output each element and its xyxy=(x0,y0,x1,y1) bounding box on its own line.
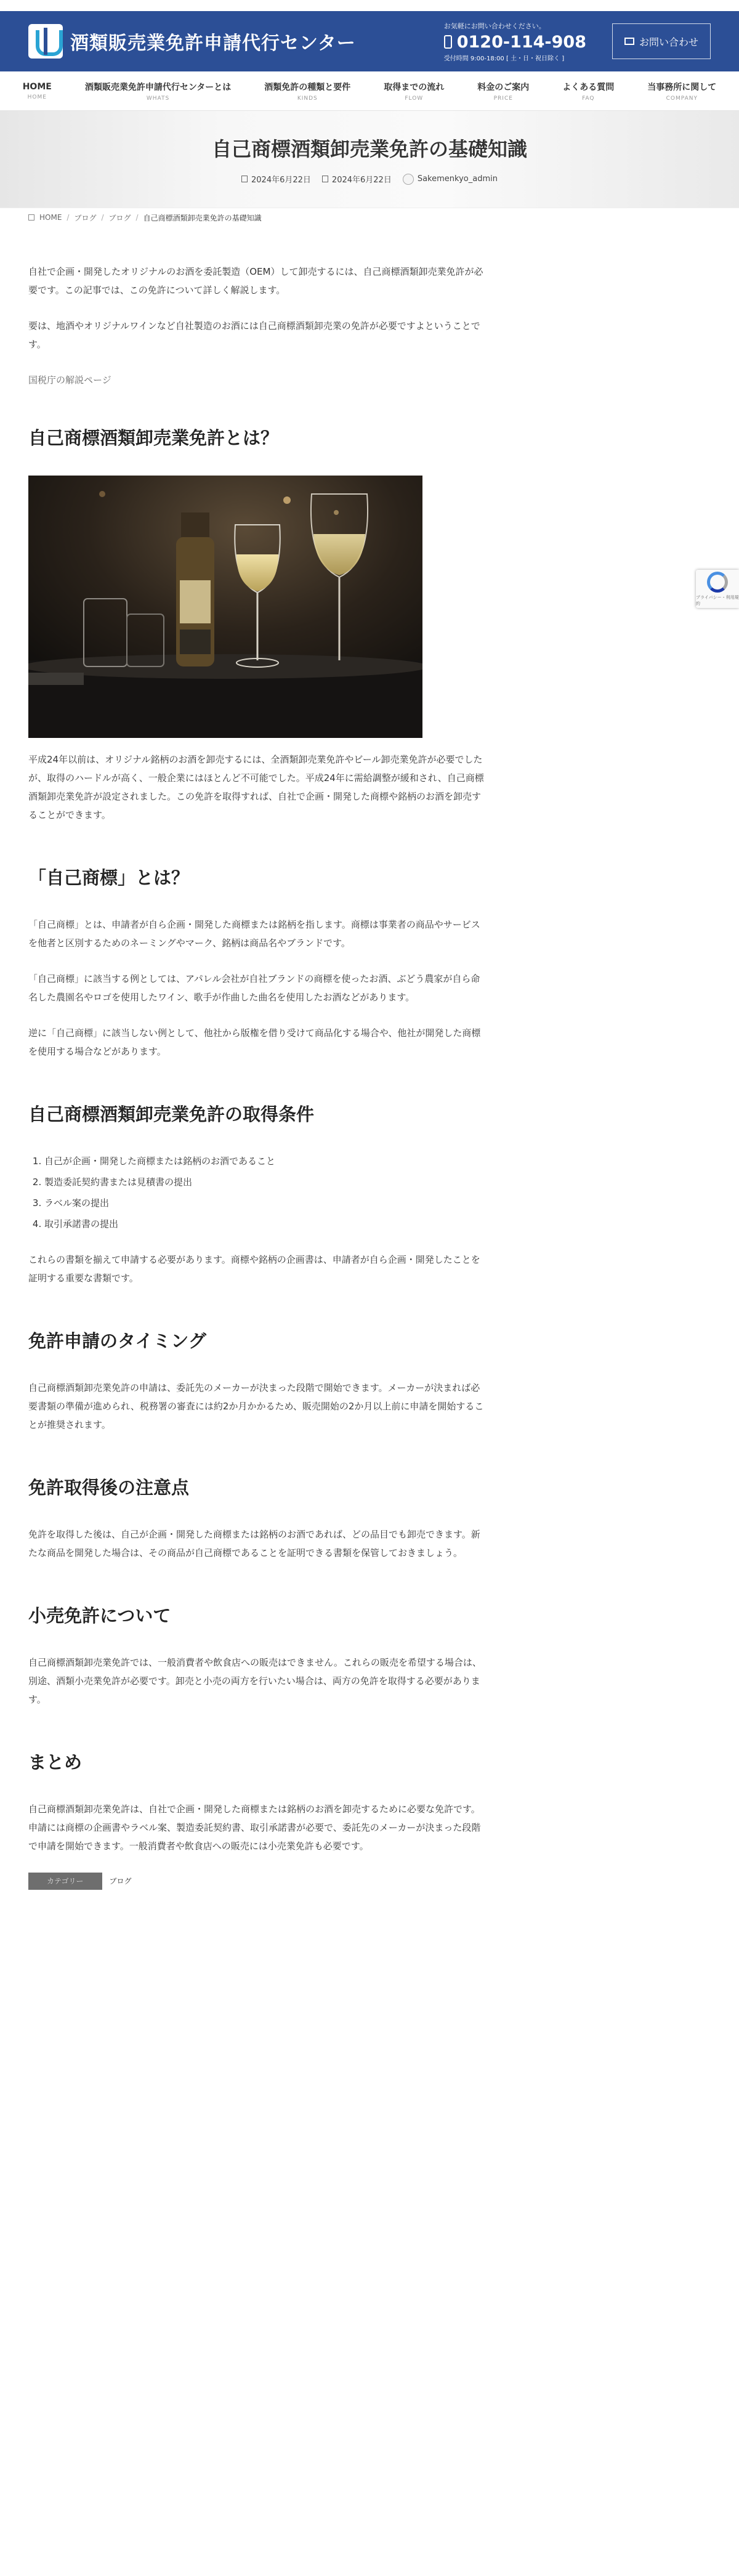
nav-item-company[interactable]: 当事務所に関して COMPANY xyxy=(647,82,717,102)
updated-date: 2024年6月22日 xyxy=(322,173,392,185)
section-paragraph: 自己商標酒類卸売業免許は、自社で企画・開発した商標または銘柄のお酒を卸売するために必要な免許です。申請には商標の企画書やラベル案、製造委託契約書、取引承諾書が必要で、委託先のメーカーが決まった段階で申請を開始できます。一般消費者や飲食店への販売には小売業免許も必要です。 xyxy=(28,1804,481,1852)
mail-icon xyxy=(624,38,634,45)
nav-item-kinds[interactable]: 酒類免許の種類と要件 KINDS xyxy=(264,82,351,102)
contact-note: お気軽にお問い合わせください。 xyxy=(443,22,546,30)
section-paragraph: 「自己商標」とは、申請者が自ら企画・開発した商標または銘柄を指します。商標は事業者の商品やサービスを他者と区別するためのネーミングやマーク、銘柄は商品名やブランドです。 xyxy=(28,919,480,949)
wine-glass-photo xyxy=(28,476,422,738)
intro-paragraph: 自社で企画・開発したオリジナルのお酒を委託製造（OEM）して卸売するには、自己商標酒類卸売業免許が必要です。この記事では、この免許について詳しく解説します。 xyxy=(28,266,483,296)
breadcrumb xyxy=(0,208,739,227)
breadcrumb-blog[interactable]: ブログ xyxy=(74,213,97,222)
phone-number: 0120-114-908 xyxy=(456,32,586,52)
breadcrumb-separator: / xyxy=(101,213,104,222)
nav-item-home[interactable]: HOME HOME xyxy=(22,81,52,100)
published-date: 2024年6月22日 xyxy=(241,173,311,185)
nav-item-whats[interactable]: 酒類販売業免許申請代行センターとは WHATS xyxy=(84,82,232,102)
page-title: 自己商標酒類卸売業免許の基礎知識 xyxy=(211,137,527,161)
breadcrumb-separator: / xyxy=(67,213,70,222)
section-heading: 自己商標酒類卸売業免許とは？ xyxy=(28,427,279,448)
home-icon xyxy=(28,214,34,221)
list-item: 3. ラベル案の提出 xyxy=(44,1194,484,1212)
breadcrumb-home[interactable]: HOME xyxy=(39,213,62,222)
refresh-calendar-icon xyxy=(322,176,328,182)
global-nav xyxy=(0,71,739,111)
article-body xyxy=(28,227,484,1890)
business-hours: 受付時間 9:00-18:00 [ 土・日・祝日除く ] xyxy=(443,55,565,62)
post-meta xyxy=(241,173,498,185)
section-paragraph: 免許を取得した後は、自己が企画・開発した商標または銘柄のお酒であれば、どの品目でも卸売できます。新たな商品を開発した場合は、その商品が自己商標であることを証明できる書類を保管しておきましょう。 xyxy=(28,1529,480,1558)
list-item: 4. 取引承諾書の提出 xyxy=(44,1215,484,1233)
section-paragraph: 逆に「自己商標」に該当しない例として、他社から版権を借り受けて商品化する場合や、他社が開発した商標を使用する場合などがあります。 xyxy=(28,1027,481,1057)
recaptcha-icon xyxy=(707,572,728,593)
calendar-icon xyxy=(241,176,248,182)
breadcrumb-blog-category[interactable]: ブログ xyxy=(108,213,131,222)
conditions-list xyxy=(28,1152,484,1233)
section-heading: 小売免許について xyxy=(28,1605,171,1626)
list-item: 1. 自己が企画・開発した商標または銘柄のお酒であること xyxy=(44,1152,484,1170)
site-header xyxy=(0,11,739,71)
phone-icon xyxy=(444,35,452,49)
section-paragraph: 平成24年以前は、オリジナル銘柄のお酒を卸売するには、全酒類卸売業免許やビール卸売業免許が必要でしたが、取得のハードルが高く、一般企業にはほとんど不可能でした。平成24年に需給調整が緩和され、自己商標酒類卸売業免許が設定されました。この免許を取得すれば、自社で企画・開発した商標や銘柄のお酒を卸売することができます。 xyxy=(28,754,484,820)
recaptcha-badge[interactable] xyxy=(696,570,739,608)
recaptcha-text: プライバシー・利用規約 xyxy=(696,594,739,606)
wine-photo-illustration xyxy=(28,476,422,738)
avatar xyxy=(403,174,414,185)
header-contact xyxy=(444,21,711,62)
logo-mark-icon xyxy=(28,24,63,59)
nav-item-price[interactable]: 料金のご案内 PRICE xyxy=(477,82,530,102)
page-hero xyxy=(0,111,739,208)
contact-info xyxy=(444,21,586,62)
post-category xyxy=(28,1873,484,1890)
section-paragraph: これらの書類を揃えて申請する必要があります。商標や銘柄の企画書は、申請者が自ら企画・開発したことを証明する重要な書類です。 xyxy=(28,1254,480,1284)
site-logo[interactable] xyxy=(28,24,356,59)
list-item: 2. 製造委託契約書または見積書の提出 xyxy=(44,1173,484,1191)
nav-item-faq[interactable]: よくある質問 FAQ xyxy=(562,82,615,102)
phone-link[interactable] xyxy=(444,33,586,52)
section-paragraph: 自己商標酒類卸売業免許の申請は、委託先のメーカーが決まった段階で開始できます。メーカーが決まれば必要書類の準備が進められ、税務署の審査には約2か月かかるため、販売開始の2か月以上前に申請を開始することが推奨されます。 xyxy=(28,1382,484,1430)
intro-paragraph: 要は、地酒やオリジナルワインなど自社製造のお酒には自己商標酒類卸売業の免許が必要ですよということです。 xyxy=(28,320,480,350)
section-paragraph: 「自己商標」に該当する例としては、アパレル会社が自社ブランドの商標を使ったお酒、ぶどう農家が自ら命名した農園名やロゴを使用したワイン、歌手が作曲した曲名を使用したお酒などがあります。 xyxy=(28,973,480,1003)
top-strip xyxy=(0,0,739,11)
section-heading: まとめ xyxy=(28,1752,83,1773)
inquiry-button[interactable] xyxy=(612,23,711,59)
nav-item-flow[interactable]: 取得までの流れ FLOW xyxy=(384,82,445,102)
breadcrumb-separator: / xyxy=(135,213,139,222)
section-heading: 「自己商標」とは？ xyxy=(28,867,190,888)
section-heading: 免許取得後の注意点 xyxy=(28,1477,190,1498)
logo-text: 酒類販売業免許申請代行センター xyxy=(70,33,356,54)
category-badge: カテゴリー xyxy=(28,1873,102,1890)
inquiry-label: お問い合わせ xyxy=(639,36,698,48)
section-heading: 免許申請のタイミング xyxy=(28,1331,206,1351)
post-author[interactable]: Sakemenkyo_admin xyxy=(403,174,498,185)
section-paragraph: 自己商標酒類卸売業免許では、一般消費者や飲食店への販売はできません。これらの販売を希望する場合は、別途、酒類小売業免許が必要です。卸売と小売の両方を行いたい場合は、両方の免許を取得する必要があります。 xyxy=(28,1657,482,1705)
breadcrumb-current: 自己商標酒類卸売業免許の基礎知識 xyxy=(143,213,262,222)
nta-link[interactable]: 国税庁の解説ページ xyxy=(28,375,111,386)
section-heading: 自己商標酒類卸売業免許の取得条件 xyxy=(28,1104,315,1125)
category-link[interactable]: ブログ xyxy=(109,1877,132,1885)
